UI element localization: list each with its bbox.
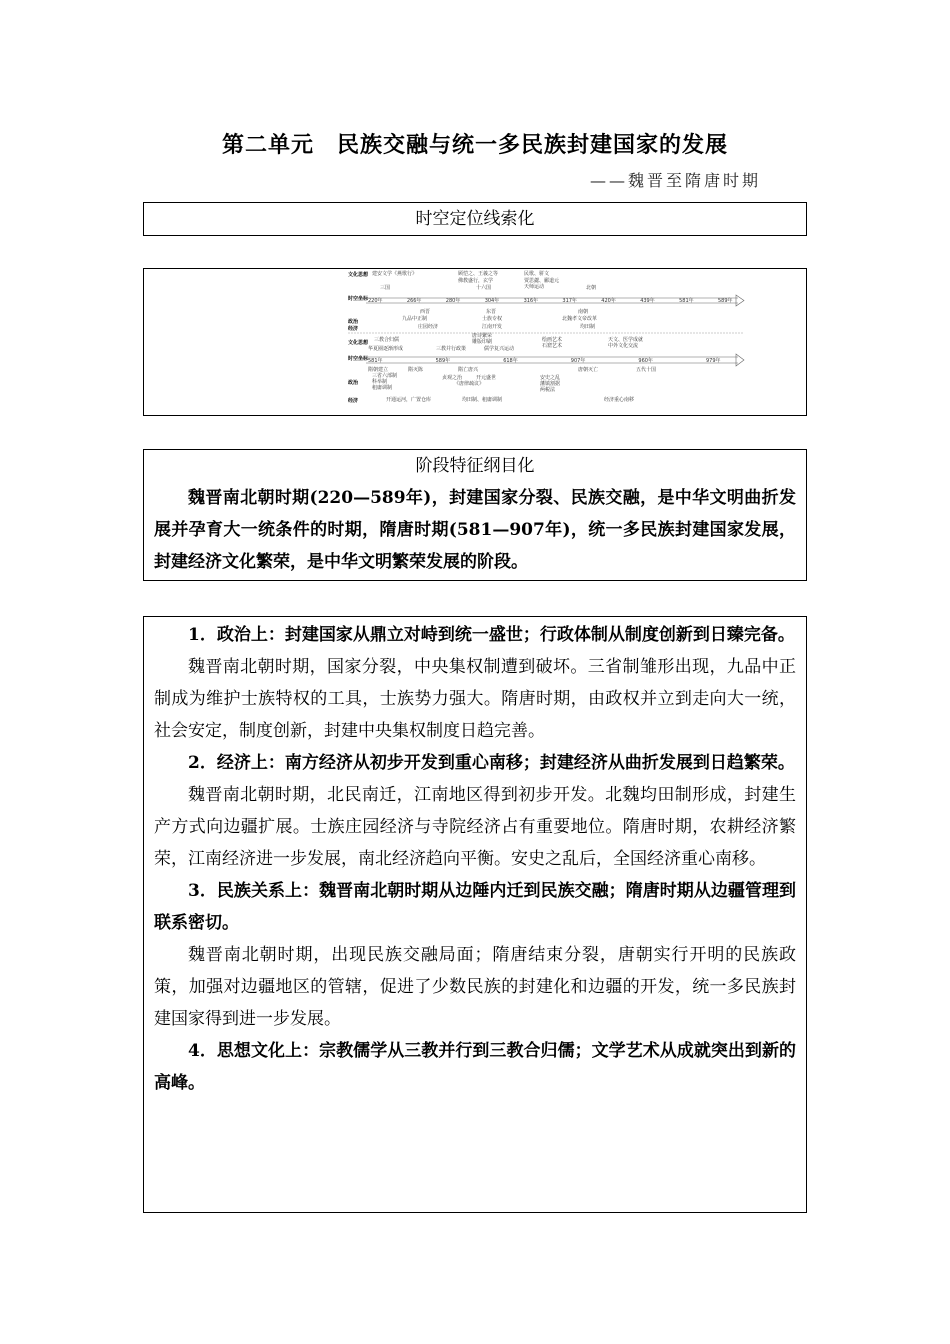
timeline-chart	[346, 269, 746, 415]
point-4-heading: 4．思想文化上：宗教儒学从三教并行到三教合归儒；文学艺术从成就突出到新的高峰。	[154, 1041, 796, 1093]
tl-top-year-8: 581年	[679, 298, 694, 304]
unit-title: 第二单元 民族交融与统一多民族封建国家的发展	[221, 132, 728, 158]
tl-top-year-5: 317年	[562, 298, 577, 304]
tl-bot-culture-9: 中外文化交流	[608, 343, 639, 349]
tl-bot-politics-7: 藩镇割据	[540, 381, 561, 387]
tl-bot-economy-1: 均田制、租庸调制	[462, 397, 503, 403]
tl-bot-economy-0: 开通运河，广置仓库	[386, 397, 432, 403]
section2-box	[143, 449, 807, 581]
tl-top-year-2: 280年	[445, 298, 461, 304]
tl-top-culture-5: 天师运动	[524, 284, 545, 290]
tl-top-event-1: 十六国	[476, 285, 492, 291]
tl-bot-culture-3: 雕版印刷	[472, 339, 493, 345]
tl-top-year-7: 439年	[640, 298, 655, 304]
tl-bot-culture-7: 石窟艺术	[542, 343, 563, 349]
tl-top-economy-1: 江南开发	[482, 324, 503, 330]
tl-bot-event-2: 隋亡唐兴	[458, 367, 479, 373]
tl-top-politics-5: 北魏孝文帝改革	[562, 316, 598, 322]
tl-top-culture-1: 顾恺之、王羲之等	[458, 271, 499, 277]
points-box	[143, 616, 807, 1213]
tl-bot-politics-5: 《唐律疏议》	[454, 381, 485, 387]
tl-bot-event-3: 唐朝灭亡	[578, 367, 599, 373]
point-2-body: 魏晋南北朝时期，北民南迁，江南地区得到初步开发。北魏均田制形成，封建生产方式向边疆扩展。士族庄园经济与寺院经济占有重要地位。隋唐时期，农耕经济繁荣，江南经济进一步发展，南北经济趋向平衡。安史之乱后，全国经济重心南移。	[154, 785, 796, 869]
point-3-body: 魏晋南北朝时期，出现民族交融局面；隋唐结束分裂，唐朝实行开明的民族政策，加强对边疆地区的管辖，促进了少数民族的封建化和边疆的开发，统一多民族封建国家得到进一步发展。	[154, 945, 796, 1029]
tl-bot-economy-label: 经济	[348, 398, 359, 404]
tl-bot-year-3: 907年	[570, 358, 586, 364]
tl-bot-event-1: 隋灭陈	[408, 367, 424, 373]
tl-bot-year-1: 589年	[435, 358, 451, 364]
unit-subtitle: ——魏晋至隋唐时期	[590, 171, 762, 190]
tl-bot-culture-4: 三教并行政策	[436, 346, 467, 352]
tl-bot-culture-5: 儒学复兴运动	[484, 346, 515, 352]
tl-bot-politics-1: 科举制	[372, 379, 388, 385]
tl-top-culture-4: 贾思勰、郦道元	[524, 278, 560, 284]
tl-bot-year-5: 979年	[706, 358, 721, 364]
section2-title: 阶段特征纲目化	[415, 456, 535, 476]
tl-top-politics-1: 东晋	[486, 309, 497, 315]
tl-top-event-2: 北朝	[586, 285, 597, 291]
tl-top-politics-4: 士族专权	[482, 316, 503, 322]
tl-bot-culture-6: 绘画艺术	[542, 337, 563, 343]
timeline-box	[143, 268, 807, 416]
tl-bot-politics-4: 开元盛世	[476, 375, 497, 381]
point-2-heading: 2．经济上：南方经济从初步开发到重心南移；封建经济从曲折发展到日趋繁荣。	[188, 753, 795, 773]
tl-top-politics-label: 政治	[348, 319, 359, 325]
tl-top-year-1: 266年	[406, 298, 422, 304]
point-3-heading: 3．民族关系上：魏晋南北朝时期从边陲内迁到民族交融；隋唐时期从边疆管理到联系密切。	[154, 881, 796, 933]
tl-top-culture-2: 佛教盛行，玄学	[458, 278, 494, 284]
tl-top-culture-label: 文化思想	[348, 272, 369, 278]
tl-bot-event-0: 隋朝建立	[368, 367, 389, 373]
tl-top-culture-3: 民歌、骈文	[524, 271, 550, 277]
section1-title: 时空定位线索化	[415, 209, 535, 229]
tl-bot-culture-label: 文化思想	[348, 340, 369, 346]
section1-box	[143, 202, 807, 236]
tl-bot-politics-2: 租庸调制	[372, 385, 393, 391]
tl-top-politics-3: 九品中正制	[402, 316, 428, 322]
tl-bot-year-4: 960年	[638, 358, 653, 364]
point-1-heading: 1．政治上：封建国家从鼎立对峙到统一盛世；行政体制从制度创新到日臻完备。	[188, 625, 795, 645]
tl-bot-politics-3: 贞观之治	[442, 375, 463, 381]
tl-top-economy-0: 庄园经济	[418, 324, 439, 330]
tl-top-year-4: 316年	[523, 298, 539, 304]
tl-top-year-3: 304年	[484, 298, 500, 304]
tl-top-economy-2: 均田制	[580, 324, 596, 330]
section2-summary: 魏晋南北朝时期(220—589年)，封建国家分裂、民族交融，是中华文明曲折发展并孕育大一统条件的时期，隋唐时期(581—907年)，统一多民族封建国家发展，封建经济文化繁荣，是中华文明繁荣发展的阶段。	[154, 488, 796, 572]
tl-top-economy-label: 经济	[348, 326, 359, 332]
tl-bot-axis-label: 时空坐标	[348, 356, 369, 362]
tl-bot-economy-2: 经济重心南移	[604, 397, 635, 403]
tl-bot-culture-0: 三教合归儒	[374, 337, 400, 343]
tl-bot-event-4: 五代十国	[636, 367, 657, 373]
tl-bot-politics-6: 安史之乱	[540, 375, 561, 381]
tl-bot-politics-0: 三省六部制	[372, 373, 398, 379]
tl-bot-politics-label: 政治	[348, 380, 359, 386]
tl-top-politics-0: 西晋	[420, 309, 431, 315]
tl-bot-culture-8: 天文、医学成就	[608, 337, 644, 343]
tl-top-axis-label: 时空坐标	[348, 296, 369, 302]
tl-bot-politics-8: 两税法	[540, 387, 556, 393]
tl-top-year-6: 420年	[601, 298, 616, 304]
tl-top-culture-0: 建安文学《燕歌行》	[372, 271, 418, 277]
tl-top-event-0: 三国	[380, 285, 391, 291]
tl-top-year-9: 589年	[718, 298, 733, 304]
tl-top-year-0: 220年	[368, 298, 383, 304]
tl-bot-year-2: 618年	[503, 358, 518, 364]
tl-top-politics-2: 南朝	[578, 309, 589, 315]
tl-bot-culture-2: 唐诗繁荣	[472, 333, 493, 339]
tl-bot-culture-1: 华夏圈逐渐形成	[368, 346, 404, 352]
tl-bot-year-0: 581年	[368, 358, 383, 364]
point-1-body: 魏晋南北朝时期，国家分裂，中央集权制遭到破坏。三省制雏形出现，九品中正制成为维护士族特权的工具，士族势力强大。隋唐时期，由政权并立到走向大一统，社会安定，制度创新，封建中央集权制度日趋完善。	[154, 657, 796, 741]
